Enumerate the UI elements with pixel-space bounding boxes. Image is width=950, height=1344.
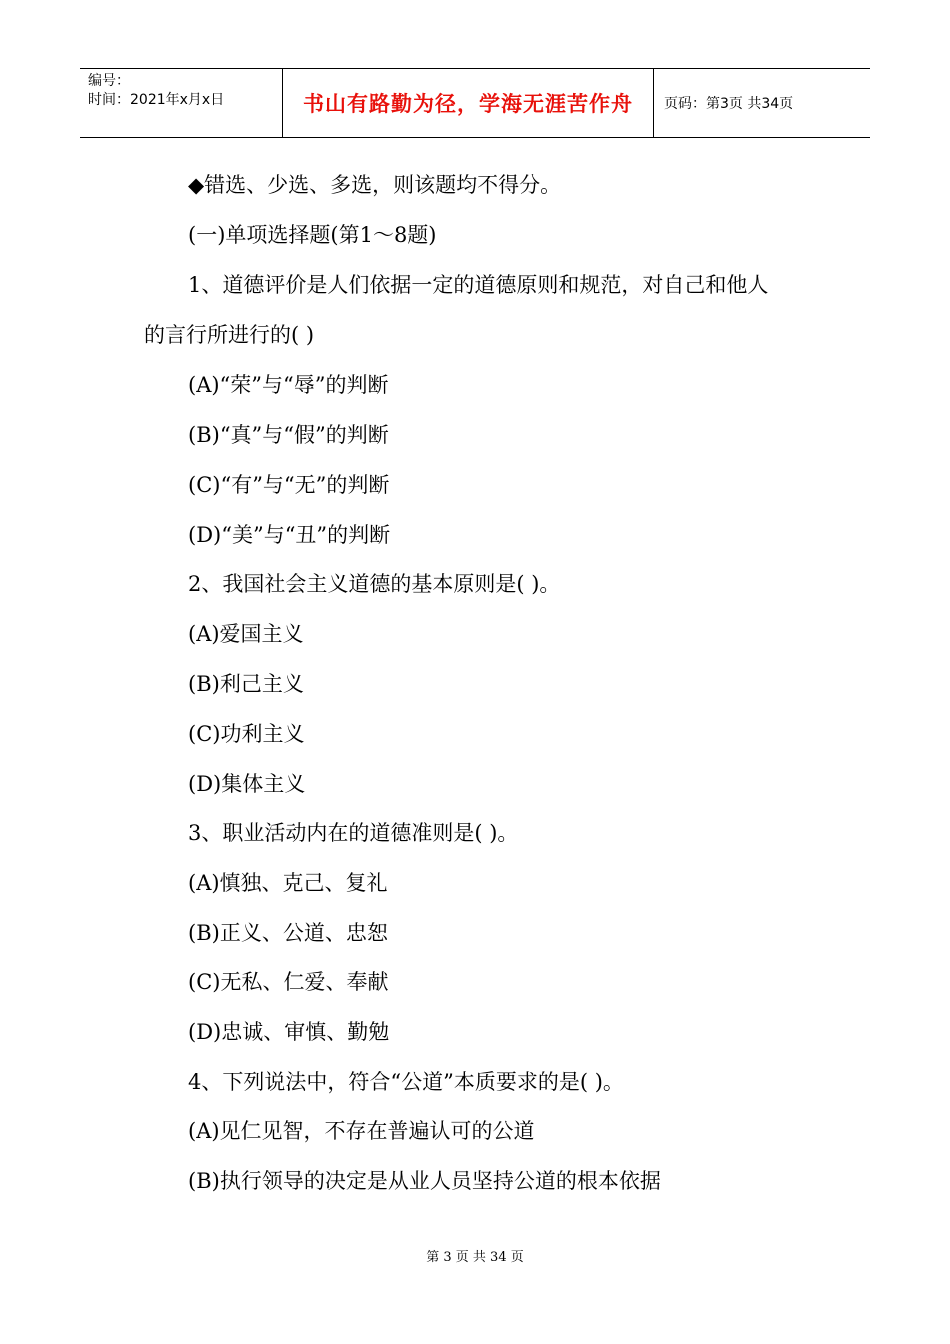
- question-4-option-a: (A)见仁见智，不存在普遍认可的公道: [188, 1119, 535, 1143]
- question-3-option-b: (B)正义、公道、忠恕: [188, 921, 388, 945]
- time-label: 时间：2021年x月x日: [88, 92, 225, 108]
- header-left-cell: [80, 69, 282, 137]
- question-1-stem-cont: 的言行所进行的( ): [144, 323, 315, 347]
- page-footer: 第 3 页 共 34 页: [426, 1250, 524, 1265]
- question-1-option-a: (A)“荣”与“辱”的判断: [188, 373, 389, 397]
- question-2-option-c: (C)功利主义: [188, 722, 305, 746]
- header-motto: 书山有路勤为径，学海无涯苦作舟: [282, 69, 654, 137]
- question-1-stem: 1、道德评价是人们依据一定的道德原则和规范，对自己和他人: [188, 273, 769, 297]
- header-page-info: 页码：第3页 共34页: [664, 96, 794, 112]
- question-2-stem: 2、我国社会主义道德的基本原则是( )。: [188, 572, 561, 596]
- number-label: 编号：: [88, 73, 130, 89]
- question-2-option-a: (A)爱国主义: [188, 622, 304, 646]
- question-3-option-d: (D)忠诚、审慎、勤勉: [188, 1020, 390, 1044]
- question-1-option-d: (D)“美”与“丑”的判断: [188, 523, 391, 547]
- question-2-option-b: (B)利己主义: [188, 672, 304, 696]
- section-heading: (一)单项选择题(第1～8题): [188, 223, 437, 247]
- question-3-option-a: (A)慎独、克己、复礼: [188, 871, 388, 895]
- instruction-line: ◆错选、少选、多选，则该题均不得分。: [188, 173, 562, 197]
- question-4-stem: 4、下列说法中，符合“公道”本质要求的是( )。: [188, 1070, 624, 1094]
- document-header: [80, 68, 870, 138]
- question-3-stem: 3、职业活动内在的道德准则是( )。: [188, 821, 519, 845]
- question-3-option-c: (C)无私、仁爱、奉献: [188, 970, 389, 994]
- question-2-option-d: (D)集体主义: [188, 772, 306, 796]
- question-1-option-b: (B)“真”与“假”的判断: [188, 423, 389, 447]
- question-4-option-b: (B)执行领导的决定是从业人员坚持公道的根本依据: [188, 1169, 661, 1193]
- question-1-option-c: (C)“有”与“无”的判断: [188, 473, 390, 497]
